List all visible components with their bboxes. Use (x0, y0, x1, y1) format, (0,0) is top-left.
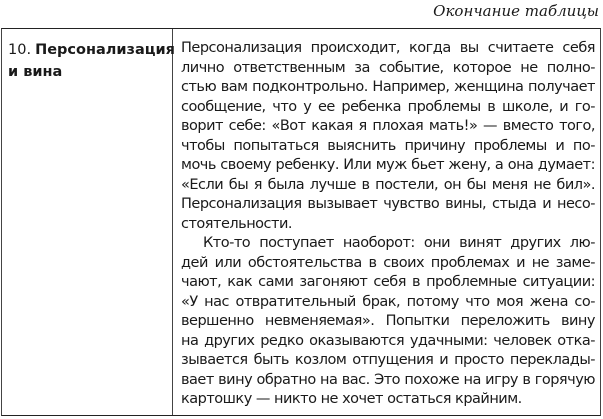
text-line: на других редко оказываются удачными: человек отка- (181, 332, 595, 349)
text-line: вершенно невменяемая». Попытки переложить вину (181, 313, 595, 329)
text-line: Персонализация вызывает чувство вины, стыда и несо- (181, 196, 595, 212)
text-line: стью вам подконтрольно. Например, женщина получает (181, 79, 595, 95)
text-line: зывается быть козлом отпущения и просто переклады- (181, 352, 595, 368)
text-line: картошку — никто не хочет остаться крайним. (181, 391, 522, 407)
text-line: стоятельности. (181, 215, 292, 232)
text-line: «У нас отвратительный брак, потому что моя жена со- (181, 293, 595, 310)
text-line: Кто-то поступает наоборот: они винят других лю- (203, 235, 595, 251)
row-title-part-1: Персонализация (35, 42, 175, 58)
text-line: лично ответственным за событие, которое не полно- (181, 59, 595, 76)
text-line: Персонализация происходит, когда вы считаете себя (181, 40, 595, 56)
row-heading-cell (8, 39, 175, 83)
text-line: чают, как сами загоняют себя в проблемные ситуации: (181, 274, 595, 290)
column-divider (172, 29, 173, 415)
paragraph-1 (181, 39, 595, 234)
text-line: «Если бы я была лучше в постели, он бы меня не бил». (181, 176, 595, 193)
paragraph-2 (181, 234, 595, 410)
row-heading-line-1 (8, 39, 175, 61)
row-number: 10. (8, 42, 32, 58)
text-line: дей или обстоятельства в своих проблемах и не заме- (181, 254, 595, 271)
text-line: ворит себе: «Вот какая я плохая мать!» — вместо того, (181, 118, 595, 134)
table (1, 28, 601, 416)
text-line: вает вину обратно на вас. Это похоже на игру в горячую (181, 371, 595, 388)
text-line: чтобы попытаться выяснить причину проблемы и по- (181, 137, 595, 154)
table-continuation-caption: Окончание таблицы (433, 2, 599, 20)
text-line: сообщение, что у ее ребенка проблемы в школе, и го- (181, 98, 595, 115)
row-description-cell (181, 39, 595, 410)
text-line: мочь своему ребенку. Или муж бьет жену, а она думает: (181, 157, 595, 173)
row-title-part-2: и вина (8, 64, 63, 80)
